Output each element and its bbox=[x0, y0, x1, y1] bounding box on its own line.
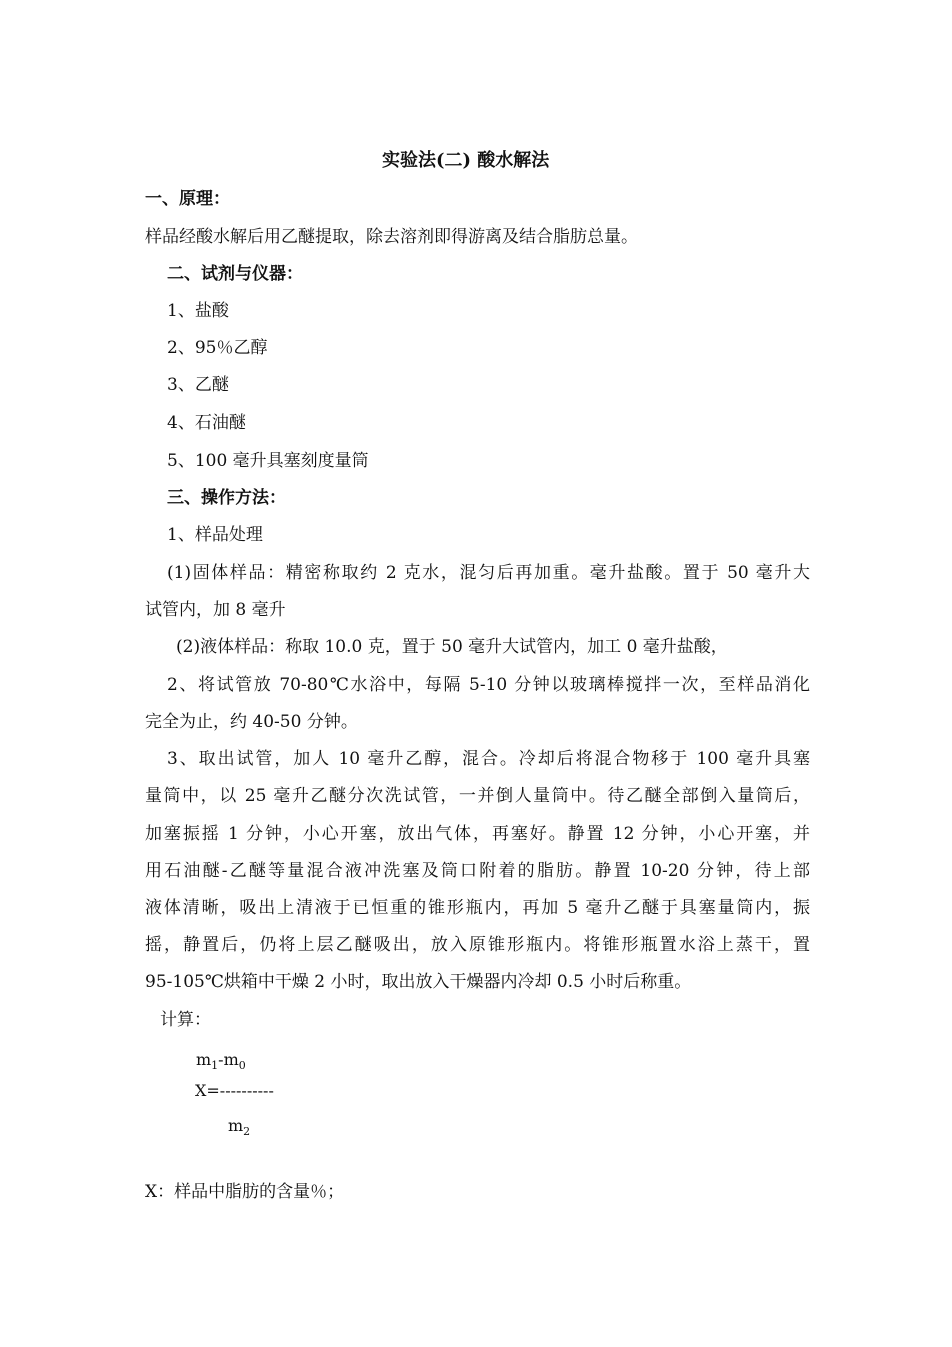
variable-definition: X：样品中脂肪的含量％； bbox=[145, 1182, 345, 1202]
reagent-item: 4、石油醚 bbox=[167, 413, 246, 433]
method-paragraph-line: 3、取出试管，加人 10 毫升乙醇，混合。冷却后将混合物移于 100 毫升具塞 bbox=[167, 749, 810, 769]
method-paragraph-line: 95-105℃烘箱中干燥 2 小时，取出放入干燥器内冷却 0.5 小时后称重。 bbox=[145, 972, 692, 992]
formula-m1-sub: 1 bbox=[211, 1059, 219, 1072]
formula-fraction-line: X=---------- bbox=[195, 1081, 274, 1100]
method-paragraph-line: (2)液体样品：称取 10.0 克，置于 50 毫升大试管内，加工 0 毫升盐酸， bbox=[176, 637, 728, 657]
formula-m0-base: m bbox=[223, 1050, 239, 1069]
section-heading-principle: 一、原理： bbox=[145, 189, 230, 209]
reagent-item: 5、100 毫升具塞刻度量筒 bbox=[167, 451, 369, 471]
section-heading-method: 三、操作方法： bbox=[167, 488, 286, 508]
formula-denominator bbox=[228, 1115, 250, 1139]
method-paragraph-line: 液体清晰，吸出上清液于已恒重的锥形瓶内，再加 5 毫升乙醚于具塞量筒内，振 bbox=[145, 898, 810, 918]
method-step-title: 1、样品处理 bbox=[167, 525, 263, 545]
principle-text: 样品经酸水解后用乙醚提取，除去溶剂即得游离及结合脂肪总量。 bbox=[145, 227, 638, 247]
method-paragraph-line: 2、将试管放 70-80℃水浴中，每隔 5-10 分钟以玻璃棒搅拌一次，至样品消化 bbox=[167, 675, 810, 695]
formula-minus: - bbox=[218, 1050, 224, 1069]
calculation-label: 计算： bbox=[160, 1010, 211, 1030]
formula-m2-base: m bbox=[228, 1116, 244, 1135]
formula-m1-base: m bbox=[196, 1050, 212, 1069]
method-paragraph-line: 量筒中，以 25 毫升乙醚分次洗试管，一并倒人量筒中。待乙醚全部倒入量筒后， bbox=[145, 786, 810, 806]
reagent-item: 3、乙醚 bbox=[167, 375, 229, 395]
method-paragraph-line: 试管内，加 8 毫升 bbox=[145, 600, 286, 620]
page-title: 实验法(二) 酸水解法 bbox=[382, 150, 550, 171]
method-paragraph-line: 摇，静置后，仍将上层乙醚吸出，放入原锥形瓶内。将锥形瓶置水浴上蒸干，置 bbox=[145, 935, 810, 955]
method-paragraph-line: 完全为止，约 40-50 分钟。 bbox=[145, 712, 358, 732]
reagent-item: 2、95％乙醇 bbox=[167, 338, 268, 358]
formula-m2-sub: 2 bbox=[243, 1125, 251, 1138]
method-paragraph-line: (1)固体样品：精密称取约 2 克水，混匀后再加重。毫升盐酸。置于 50 毫升大 bbox=[167, 563, 810, 583]
method-paragraph-line: 加塞振摇 1 分钟，小心开塞，放出气体，再塞好。静置 12 分钟，小心开塞，并 bbox=[145, 824, 810, 844]
reagent-item: 1、盐酸 bbox=[167, 301, 229, 321]
formula-numerator bbox=[196, 1049, 246, 1073]
section-heading-reagents: 二、试剂与仪器： bbox=[167, 264, 303, 284]
formula-m0-sub: 0 bbox=[238, 1059, 246, 1072]
method-paragraph-line: 用石油醚-乙醚等量混合液冲洗塞及筒口附着的脂肪。静置 10-20 分钟，待上部 bbox=[145, 861, 810, 881]
